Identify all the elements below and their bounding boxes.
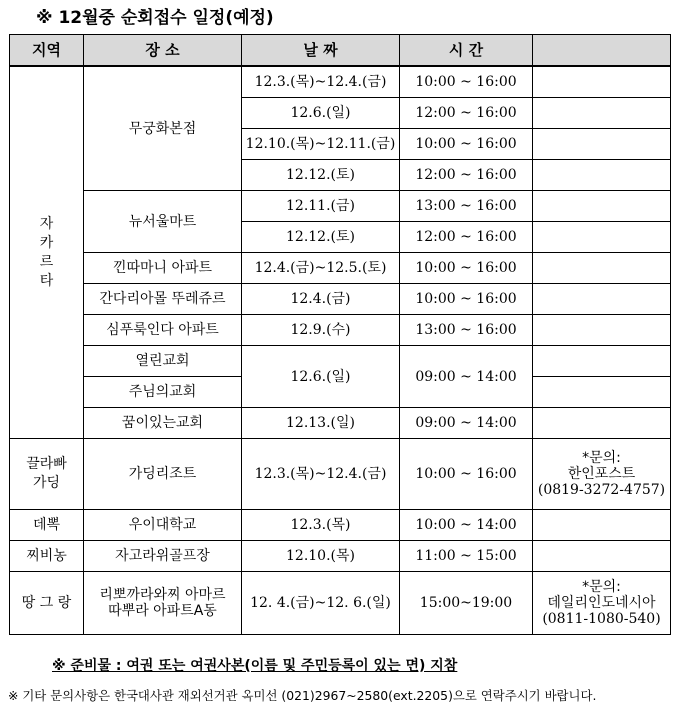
time-cell: 13:00 ~ 16:00 xyxy=(400,315,533,346)
date-cell: 12.4.(금)~12.5.(토) xyxy=(242,253,400,284)
place-cell: 가딩리조트 xyxy=(84,439,242,510)
time-cell: 12:00 ~ 16:00 xyxy=(400,160,533,191)
table-row xyxy=(10,346,671,377)
note-cell xyxy=(533,160,671,191)
date-cell: 12.9.(수) xyxy=(242,315,400,346)
page-title: ※ 12월중 순회접수 일정(예정) xyxy=(36,8,274,28)
time-cell: 10:00 ~ 16:00 xyxy=(400,253,533,284)
place-line: 따뿌라 아파트A동 xyxy=(108,603,217,619)
note-cell xyxy=(533,541,671,572)
note-cell xyxy=(533,253,671,284)
date-cell: 12.3.(목) xyxy=(242,510,400,541)
header-place: 장 소 xyxy=(84,35,242,67)
table-row xyxy=(10,572,671,635)
table-row xyxy=(10,439,671,510)
time-cell: 10:00 ~ 16:00 xyxy=(400,284,533,315)
place-cell: 우이대학교 xyxy=(84,510,242,541)
note-cell xyxy=(533,315,671,346)
note-cell xyxy=(533,284,671,315)
table-row xyxy=(10,315,671,346)
place-cell: 꿈이있는교회 xyxy=(84,408,242,439)
time-cell: 12:00 ~ 16:00 xyxy=(400,98,533,129)
date-cell: 12.11.(금) xyxy=(242,191,400,222)
time-cell: 10:00 ~ 16:00 xyxy=(400,66,533,98)
time-cell: 09:00 ~ 14:00 xyxy=(400,408,533,439)
header-region: 지역 xyxy=(10,35,84,67)
place-mugunghwa: 무궁화본점 xyxy=(84,66,242,191)
date-cell: 12.4.(금) xyxy=(242,284,400,315)
table-row xyxy=(10,253,671,284)
note-cell xyxy=(533,408,671,439)
region-cibinong: 찌비농 xyxy=(10,541,84,572)
time-cell: 09:00 ~ 14:00 xyxy=(400,346,533,408)
place-cell: 주님의교회 xyxy=(84,377,242,408)
region-tangerang: 땅 그 랑 xyxy=(10,572,84,635)
date-cell: 12.6.(일) xyxy=(242,346,400,408)
region-depok: 데뽁 xyxy=(10,510,84,541)
place-cell: 열린교회 xyxy=(84,346,242,377)
date-cell: 12.10.(목)~12.11.(금) xyxy=(242,129,400,160)
place-cell: 심푸룩인다 아파트 xyxy=(84,315,242,346)
time-cell: 13:00 ~ 16:00 xyxy=(400,191,533,222)
date-cell: 12.13.(일) xyxy=(242,408,400,439)
note-cell xyxy=(533,346,671,377)
date-cell: 12.12.(토) xyxy=(242,160,400,191)
note-cell xyxy=(533,510,671,541)
note-label: *문의: xyxy=(582,450,621,466)
contact-note: ※ 기타 문의사항은 한국대사관 재외선거관 옥미선 (021)2967~2580(ext.2205)으로 연락주시기 바랍니다. xyxy=(8,688,597,703)
table-row xyxy=(10,510,671,541)
table-row xyxy=(10,284,671,315)
place-cell: 자고라위골프장 xyxy=(84,541,242,572)
place-cell: 낀따마니 아파트 xyxy=(84,253,242,284)
table-row xyxy=(10,541,671,572)
table-row xyxy=(10,66,671,98)
preparation-note: ※ 준비물 : 여권 또는 여권사본(이름 및 주민등록이 있는 면) 지참 xyxy=(52,658,458,674)
date-cell: 12.12.(토) xyxy=(242,222,400,253)
note-cell xyxy=(533,377,671,408)
note-contact: (0819-3272-4757) xyxy=(537,482,666,498)
note-name: 한인포스트 xyxy=(567,466,636,482)
note-cell xyxy=(533,191,671,222)
time-cell: 10:00 ~ 16:00 xyxy=(400,129,533,160)
place-cell: 간다리아몰 뚜레쥬르 xyxy=(84,284,242,315)
date-cell: 12.6.(일) xyxy=(242,98,400,129)
note-cell xyxy=(533,98,671,129)
time-cell: 10:00 ~ 16:00 xyxy=(400,439,533,510)
header-date: 날 짜 xyxy=(242,35,400,67)
note-cell xyxy=(533,222,671,253)
date-cell: 12.3.(목)~12.4.(금) xyxy=(242,66,400,98)
note-label: *문의: xyxy=(582,579,621,595)
note-cell xyxy=(533,129,671,160)
region-kelapa-gading: 끌라빠가딩 xyxy=(10,439,84,510)
header-note xyxy=(533,35,671,67)
note-cell xyxy=(533,66,671,98)
date-cell: 12.10.(목) xyxy=(242,541,400,572)
region-jakarta: 자 카 르 타 xyxy=(10,66,84,439)
note-name: 데일리인도네시아 xyxy=(547,595,656,611)
place-line: 리뽀까라와찌 아마르 xyxy=(99,587,226,603)
note-tangerang xyxy=(533,572,671,635)
header-time: 시 간 xyxy=(400,35,533,67)
schedule-table xyxy=(9,34,671,635)
table-row xyxy=(10,408,671,439)
date-cell: 12.3.(목)~12.4.(금) xyxy=(242,439,400,510)
table-header-row xyxy=(10,35,671,67)
place-newseoul: 뉴서울마트 xyxy=(84,191,242,253)
time-cell: 10:00 ~ 14:00 xyxy=(400,510,533,541)
time-cell: 12:00 ~ 16:00 xyxy=(400,222,533,253)
note-contact: (0811-1080-540) xyxy=(542,611,661,627)
place-tangerang xyxy=(84,572,242,635)
table-row xyxy=(10,191,671,222)
date-cell: 12. 4.(금)~12. 6.(일) xyxy=(242,572,400,635)
time-cell: 11:00 ~ 15:00 xyxy=(400,541,533,572)
time-cell: 15:00~19:00 xyxy=(400,572,533,635)
note-kelapa xyxy=(533,439,671,510)
